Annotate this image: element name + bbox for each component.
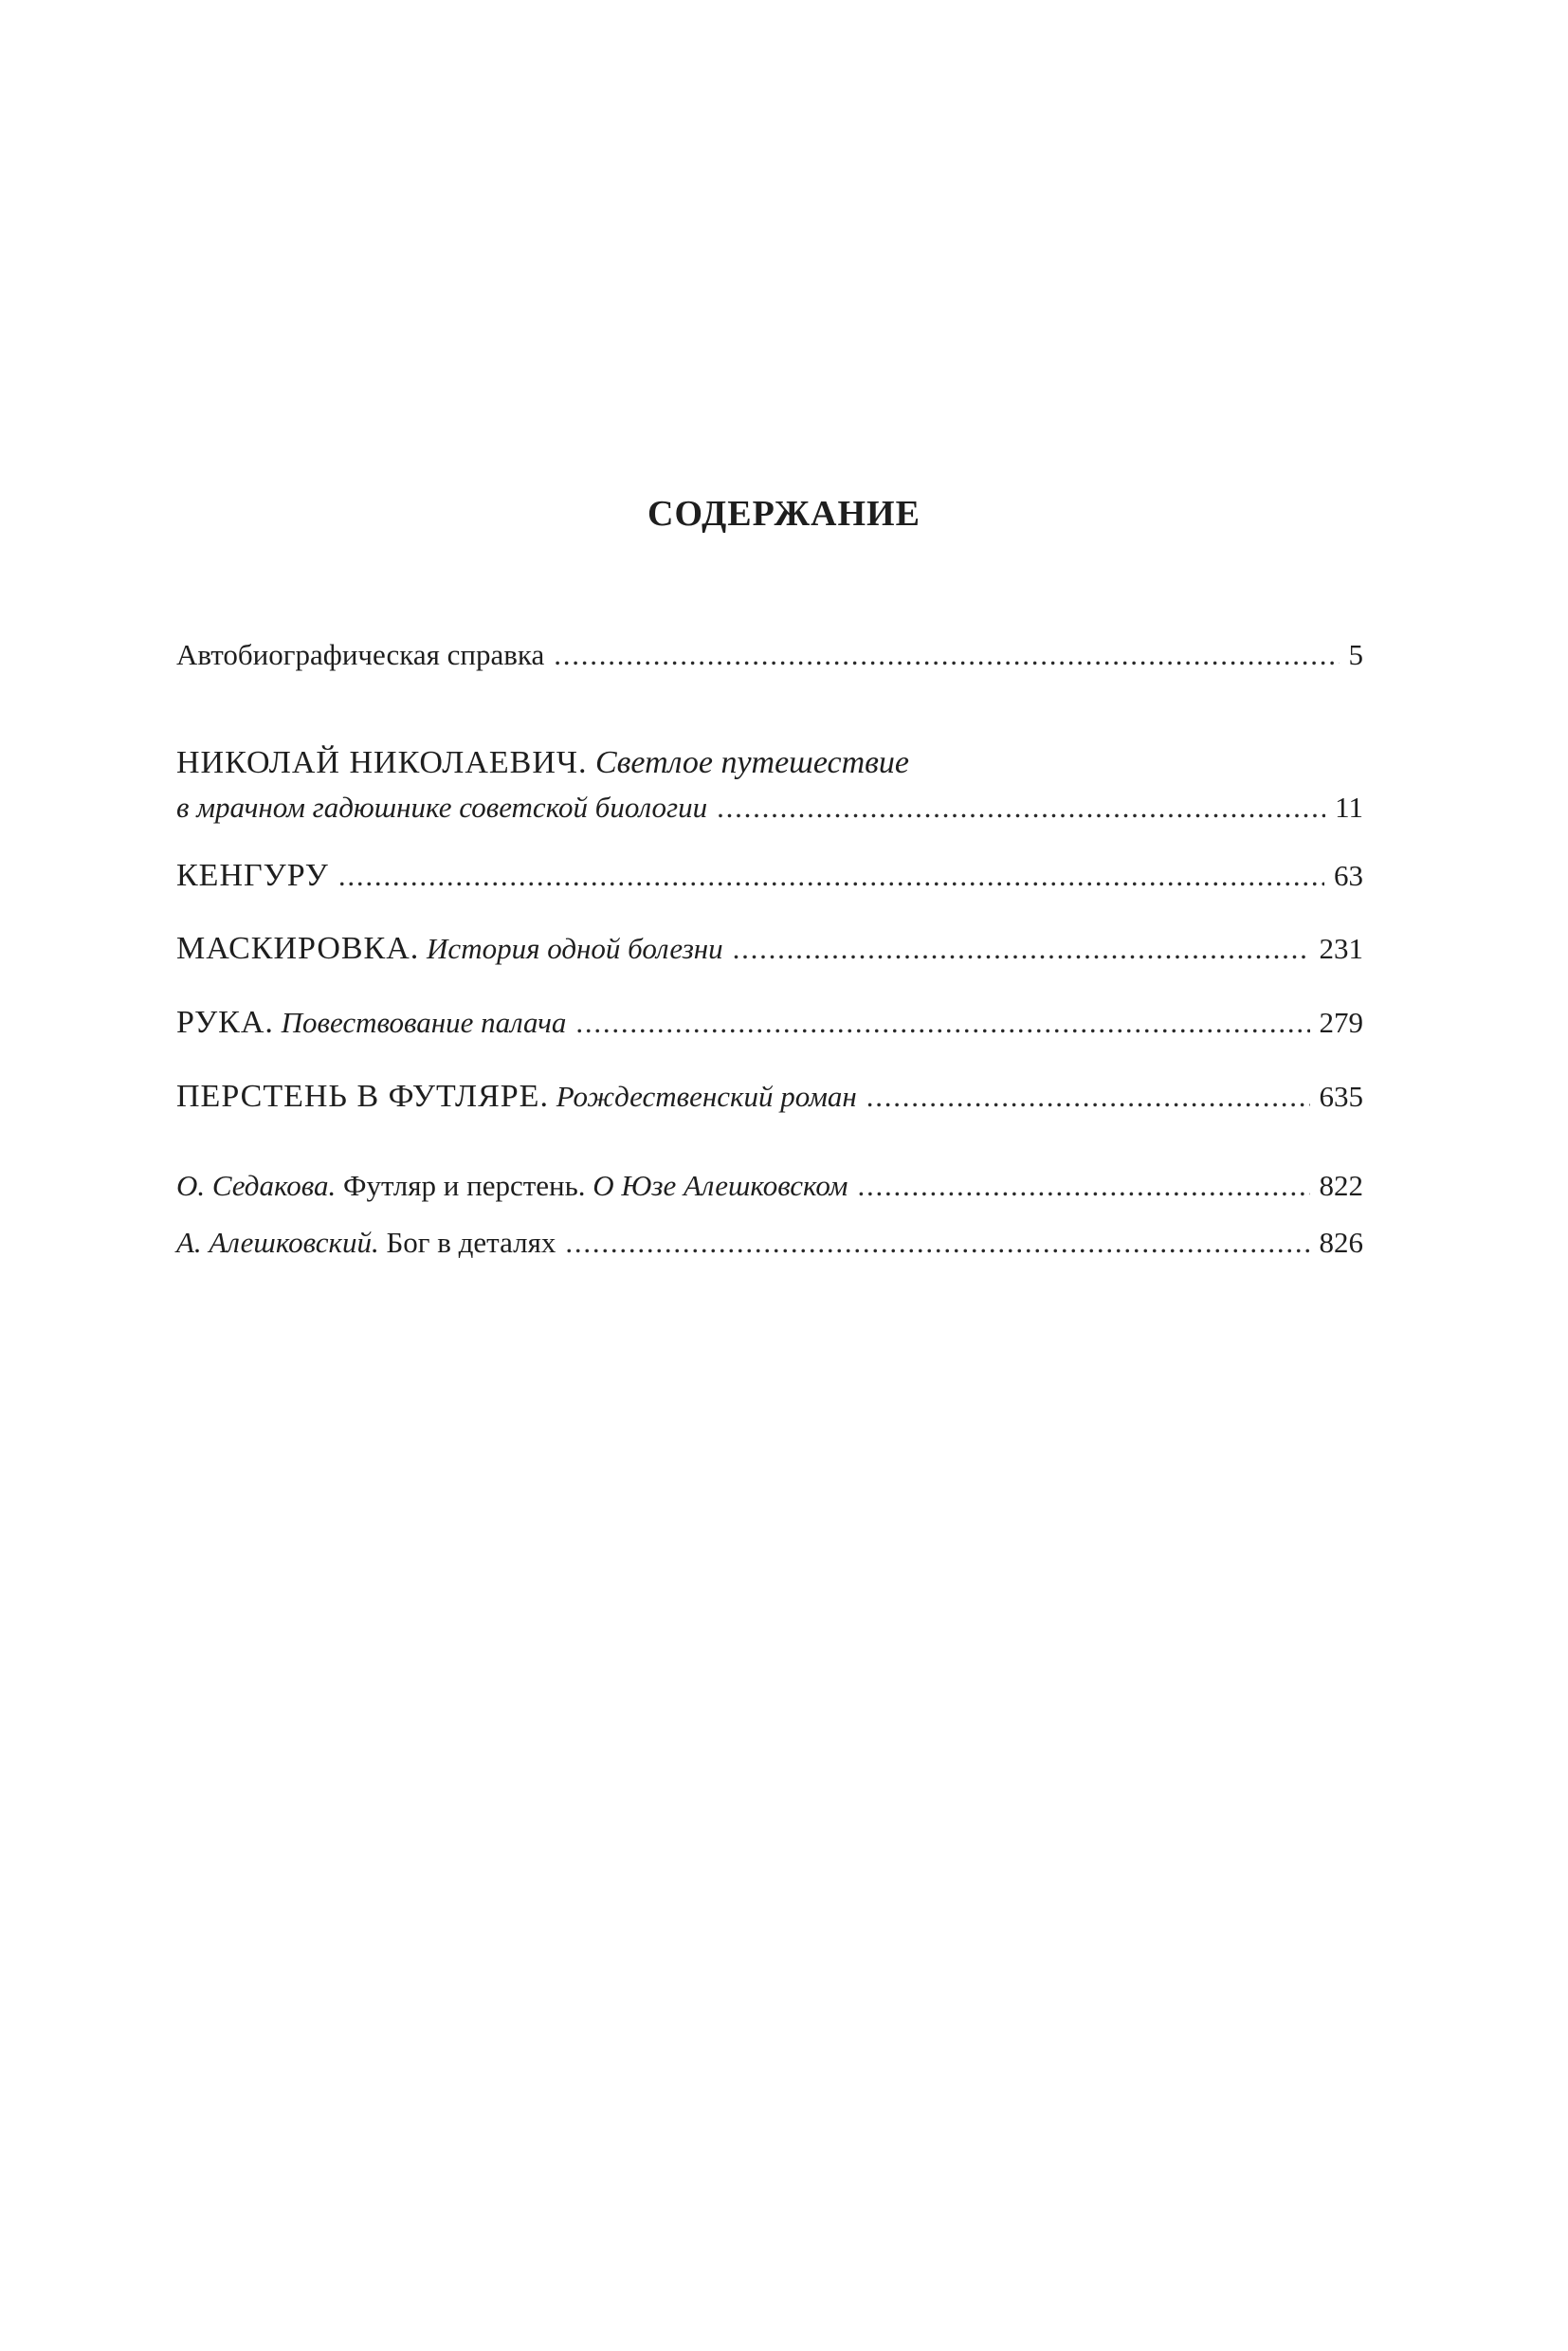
entry-page-number: 231 — [1319, 932, 1363, 965]
toc-entry-autobiography[interactable] — [176, 633, 1363, 677]
entry-page-number: 279 — [1319, 1006, 1363, 1039]
dot-leader — [575, 1001, 1309, 1045]
toc-entry-kenguru[interactable] — [176, 854, 1363, 898]
entry-title: КЕНГУРУ — [176, 858, 329, 893]
entry-page-number: 635 — [1319, 1080, 1363, 1113]
entry-title: Футляр и перстень. — [343, 1169, 586, 1202]
entry-title: ПЕРСТЕНЬ В ФУТЛЯРЕ. — [176, 1079, 549, 1114]
entry-page-number: 5 — [1348, 638, 1363, 671]
entry-title: НИКОЛАЙ НИКОЛАЕВИЧ. — [176, 745, 588, 780]
entry-subtitle: Повествование палача — [281, 1006, 567, 1039]
dot-leader — [554, 633, 1339, 677]
entry-subtitle: История одной болезни — [427, 932, 723, 965]
entry-subtitle-continued: в мрачном гадюшнике советской биологии — [176, 791, 708, 824]
dot-leader — [565, 1221, 1309, 1265]
entry-subtitle: Рождественский роман — [556, 1080, 857, 1113]
dot-leader — [857, 1164, 1309, 1208]
dot-leader — [717, 786, 1325, 829]
toc-entry-maskirovka[interactable] — [176, 927, 1363, 971]
entry-title: РУКА. — [176, 1005, 274, 1040]
entry-title: Бог в деталях — [386, 1226, 556, 1259]
entry-page-number: 822 — [1319, 1169, 1363, 1202]
toc-entry-sedakova[interactable] — [176, 1164, 1363, 1208]
entry-title: Автобиографическая справка — [176, 638, 545, 671]
dot-leader — [866, 1075, 1310, 1119]
dot-leader — [733, 927, 1310, 971]
toc-entry-ruka[interactable] — [176, 1001, 1363, 1045]
entry-page-number: 11 — [1335, 791, 1363, 824]
page-title: СОДЕРЖАНИЕ — [647, 494, 921, 534]
entry-page-number: 826 — [1319, 1226, 1363, 1259]
entry-page-number: 63 — [1334, 859, 1363, 892]
entry-author: О. Седакова. — [176, 1169, 337, 1202]
dot-leader — [338, 854, 1324, 898]
entry-author: А. Алешковский. — [176, 1226, 379, 1259]
entry-subtitle: Светлое путешествие — [594, 745, 909, 780]
entry-title: МАСКИРОВКА. — [176, 931, 420, 966]
toc-entry-nikolai-nikolaevich[interactable] — [176, 740, 1363, 829]
toc-entry-aleshkovsky[interactable] — [176, 1221, 1363, 1265]
entry-subtitle: О Юзе Алешковском — [593, 1169, 848, 1202]
toc-entry-persten-v-futlyare[interactable] — [176, 1075, 1363, 1119]
